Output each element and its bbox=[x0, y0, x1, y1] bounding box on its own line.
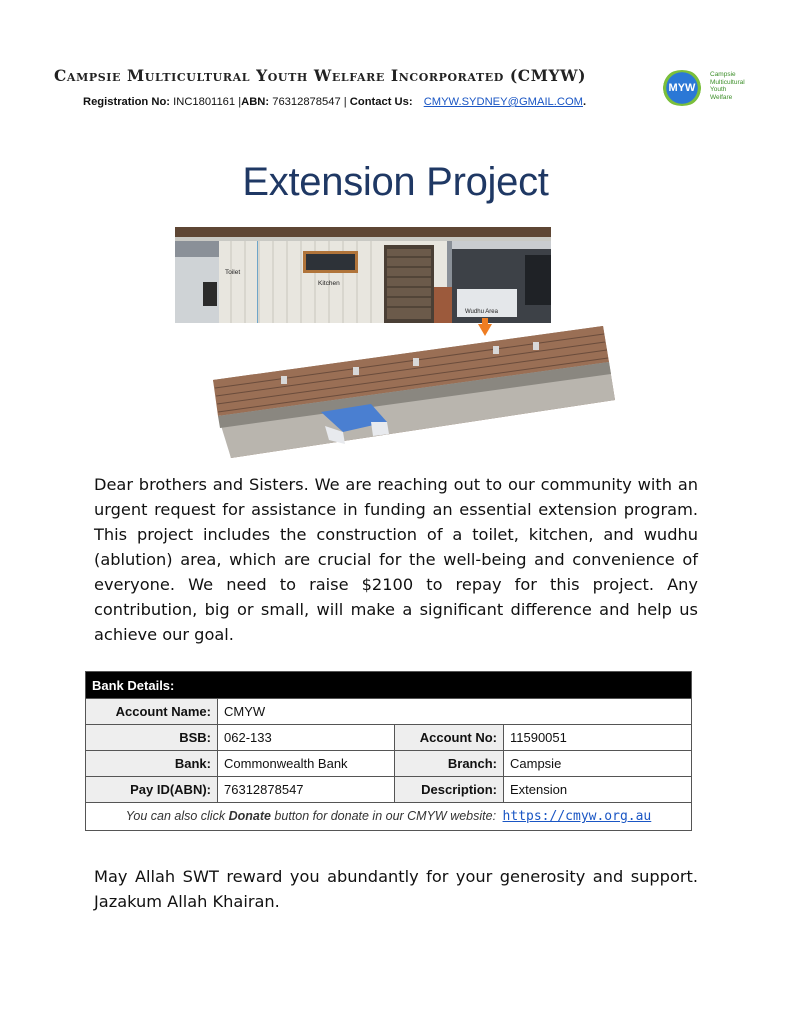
account-no-label: Account No: bbox=[395, 725, 504, 751]
payid-value: 76312878547 bbox=[218, 777, 395, 803]
abn-number: 76312878547 bbox=[272, 96, 341, 108]
registration-number: INC1801161 bbox=[173, 96, 236, 108]
contact-email-link[interactable]: CMYW.SYDNEY@GMAIL.COM bbox=[423, 96, 583, 108]
registration-label: Registration No: bbox=[83, 96, 171, 108]
branch-value: Campsie bbox=[504, 751, 692, 777]
logo-name-line: Youth bbox=[710, 86, 727, 94]
contact-label: Contact Us: bbox=[349, 96, 413, 108]
logo-name bbox=[710, 71, 770, 101]
account-name-label: Account Name: bbox=[86, 699, 218, 725]
cmyw-logo bbox=[660, 66, 770, 110]
abn-label: ABN: bbox=[241, 96, 270, 108]
wudhu-label: Wudhu Area bbox=[465, 309, 498, 315]
building-exterior-photo bbox=[175, 227, 551, 323]
description-label: Description: bbox=[395, 777, 504, 803]
logo-name-line: Campsie bbox=[710, 71, 736, 78]
logo-name-line: Multicultural bbox=[710, 78, 745, 86]
payid-label: Pay ID(ABN): bbox=[86, 777, 218, 803]
kitchen-label: Kitchen bbox=[318, 280, 340, 287]
bank-label: Bank: bbox=[86, 751, 218, 777]
organization-name: Campsie Multicultural Youth Welfare Incorporated (CMYW) bbox=[54, 66, 587, 85]
logo-name-line: Welfare bbox=[710, 93, 733, 101]
bsb-value: 062-133 bbox=[218, 725, 395, 751]
registration-line: Registration No: INC1801161 |ABN: 76312878547 | Contact Us: CMYW.SYDNEY@GMAIL.COM. bbox=[83, 96, 587, 108]
page-title: Extension Project bbox=[242, 160, 549, 204]
donate-note-prefix: You can also click bbox=[125, 809, 226, 823]
donate-note-suffix: button for donate in our CMYW website: bbox=[274, 809, 497, 823]
appeal-paragraph: Dear brothers and Sisters. We are reaching out to our community with an urgent request for assistance in funding an essential extension program. This project includes the construction of a toilet, kitchen, and wudhu (ablution) area, which are crucial for the well-being and convenience of everyone. We need to raise $2100 to repay for this project. Any contribution, big or small, will make a significant difference and help us achieve our goal. bbox=[94, 475, 698, 644]
logo-abbreviation: MYW bbox=[668, 82, 696, 94]
description-value: Extension bbox=[504, 777, 692, 803]
bsb-label: BSB: bbox=[86, 725, 218, 751]
bank-details-heading: Bank Details: bbox=[86, 672, 692, 699]
account-name-value: CMYW bbox=[218, 699, 692, 725]
account-no-value: 11590051 bbox=[504, 725, 692, 751]
branch-label: Branch: bbox=[395, 751, 504, 777]
bank-details-table bbox=[85, 671, 692, 831]
toilet-label: Toilet bbox=[225, 269, 241, 276]
closing-paragraph: May Allah SWT reward you abundantly for your generosity and support. Jazakum Allah Khairan. bbox=[94, 867, 698, 911]
wudhu-area-photo bbox=[213, 322, 615, 458]
donate-note bbox=[86, 803, 692, 831]
donate-note-bold: Donate bbox=[228, 809, 271, 823]
bank-value: Commonwealth Bank bbox=[218, 751, 395, 777]
website-link[interactable]: https://cmyw.org.au bbox=[502, 809, 652, 824]
